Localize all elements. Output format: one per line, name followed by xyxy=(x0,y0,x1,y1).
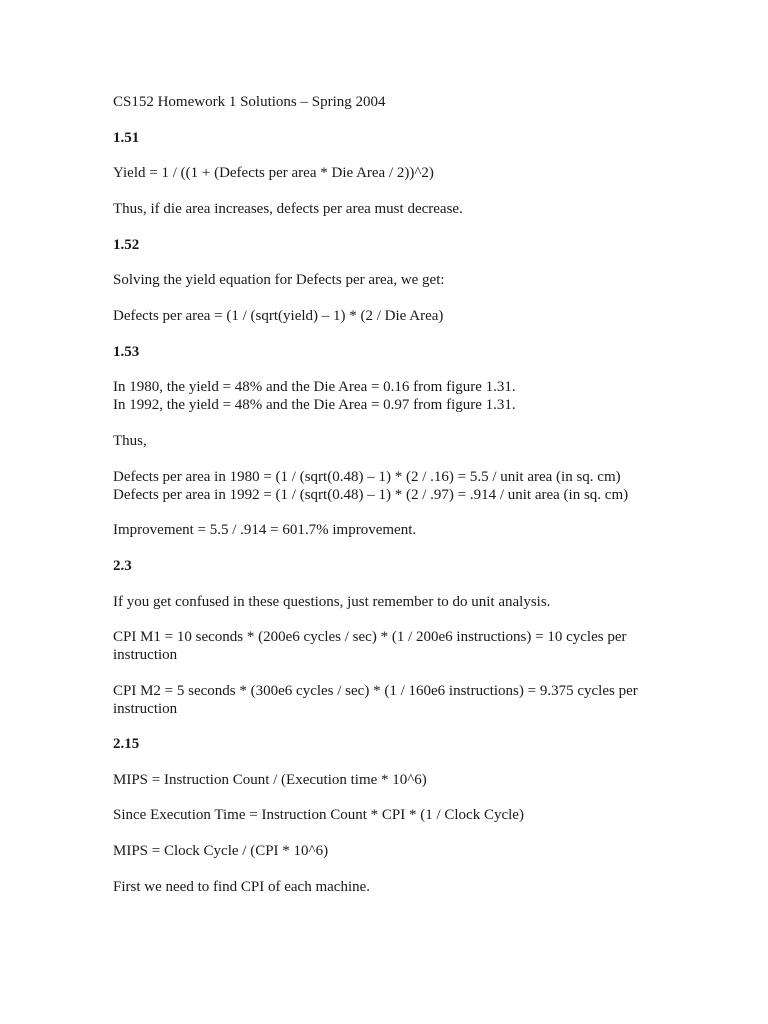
paragraph-line: If you get confused in these questions, just remember to do unit analysis. xyxy=(113,594,551,610)
section-heading-1-51: 1.51 xyxy=(113,130,140,146)
mips-equation: MIPS = Instruction Count / (Execution time * 10^6) xyxy=(113,772,427,788)
equation-line: Defects per area in 1992 = (1 / (sqrt(0.48) – 1) * (2 / .97) = .914 / unit area (in sq. cm) xyxy=(113,487,629,503)
equation-line: Defects per area in 1980 = (1 / (sqrt(0.48) – 1) * (2 / .16) = 5.5 / unit area (in sq. cm) xyxy=(113,469,621,485)
section-heading-1-52: 1.52 xyxy=(113,237,140,253)
yield-equation: Yield = 1 / ((1 + (Defects per area * Die Area / 2))^2) xyxy=(113,165,434,181)
section-heading-1-53: 1.53 xyxy=(113,344,140,360)
section-heading-2-3: 2.3 xyxy=(113,558,132,574)
section-heading-2-15: 2.15 xyxy=(113,736,140,752)
paragraph-line: First we need to find CPI of each machine. xyxy=(113,879,371,895)
paragraph-line: In 1980, the yield = 48% and the Die Area = 0.16 from figure 1.31. xyxy=(113,379,516,395)
equation-line: Improvement = 5.5 / .914 = 601.7% improvement. xyxy=(113,522,417,538)
paragraph-line: In 1992, the yield = 48% and the Die Area = 0.97 from figure 1.31. xyxy=(113,397,516,413)
paragraph-line: Solving the yield equation for Defects per area, we get: xyxy=(113,272,445,288)
execution-time-equation: Since Execution Time = Instruction Count * CPI * (1 / Clock Cycle) xyxy=(113,807,524,823)
mips-equation: MIPS = Clock Cycle / (CPI * 10^6) xyxy=(113,843,329,859)
cpi-m1-equation: CPI M1 = 10 seconds * (200e6 cycles / sec) * (1 / 200e6 instructions) = 10 cycles per instruction xyxy=(113,629,627,663)
cpi-m2-equation: CPI M2 = 5 seconds * (300e6 cycles / sec) * (1 / 160e6 instructions) = 9.375 cycles per instruction xyxy=(113,683,638,717)
paragraph-line: Thus, if die area increases, defects per area must decrease. xyxy=(113,201,463,217)
document-title: CS152 Homework 1 Solutions – Spring 2004 xyxy=(113,94,386,110)
defects-equation: Defects per area = (1 / (sqrt(yield) – 1) * (2 / Die Area) xyxy=(113,308,444,324)
paragraph-line: Thus, xyxy=(113,433,147,449)
